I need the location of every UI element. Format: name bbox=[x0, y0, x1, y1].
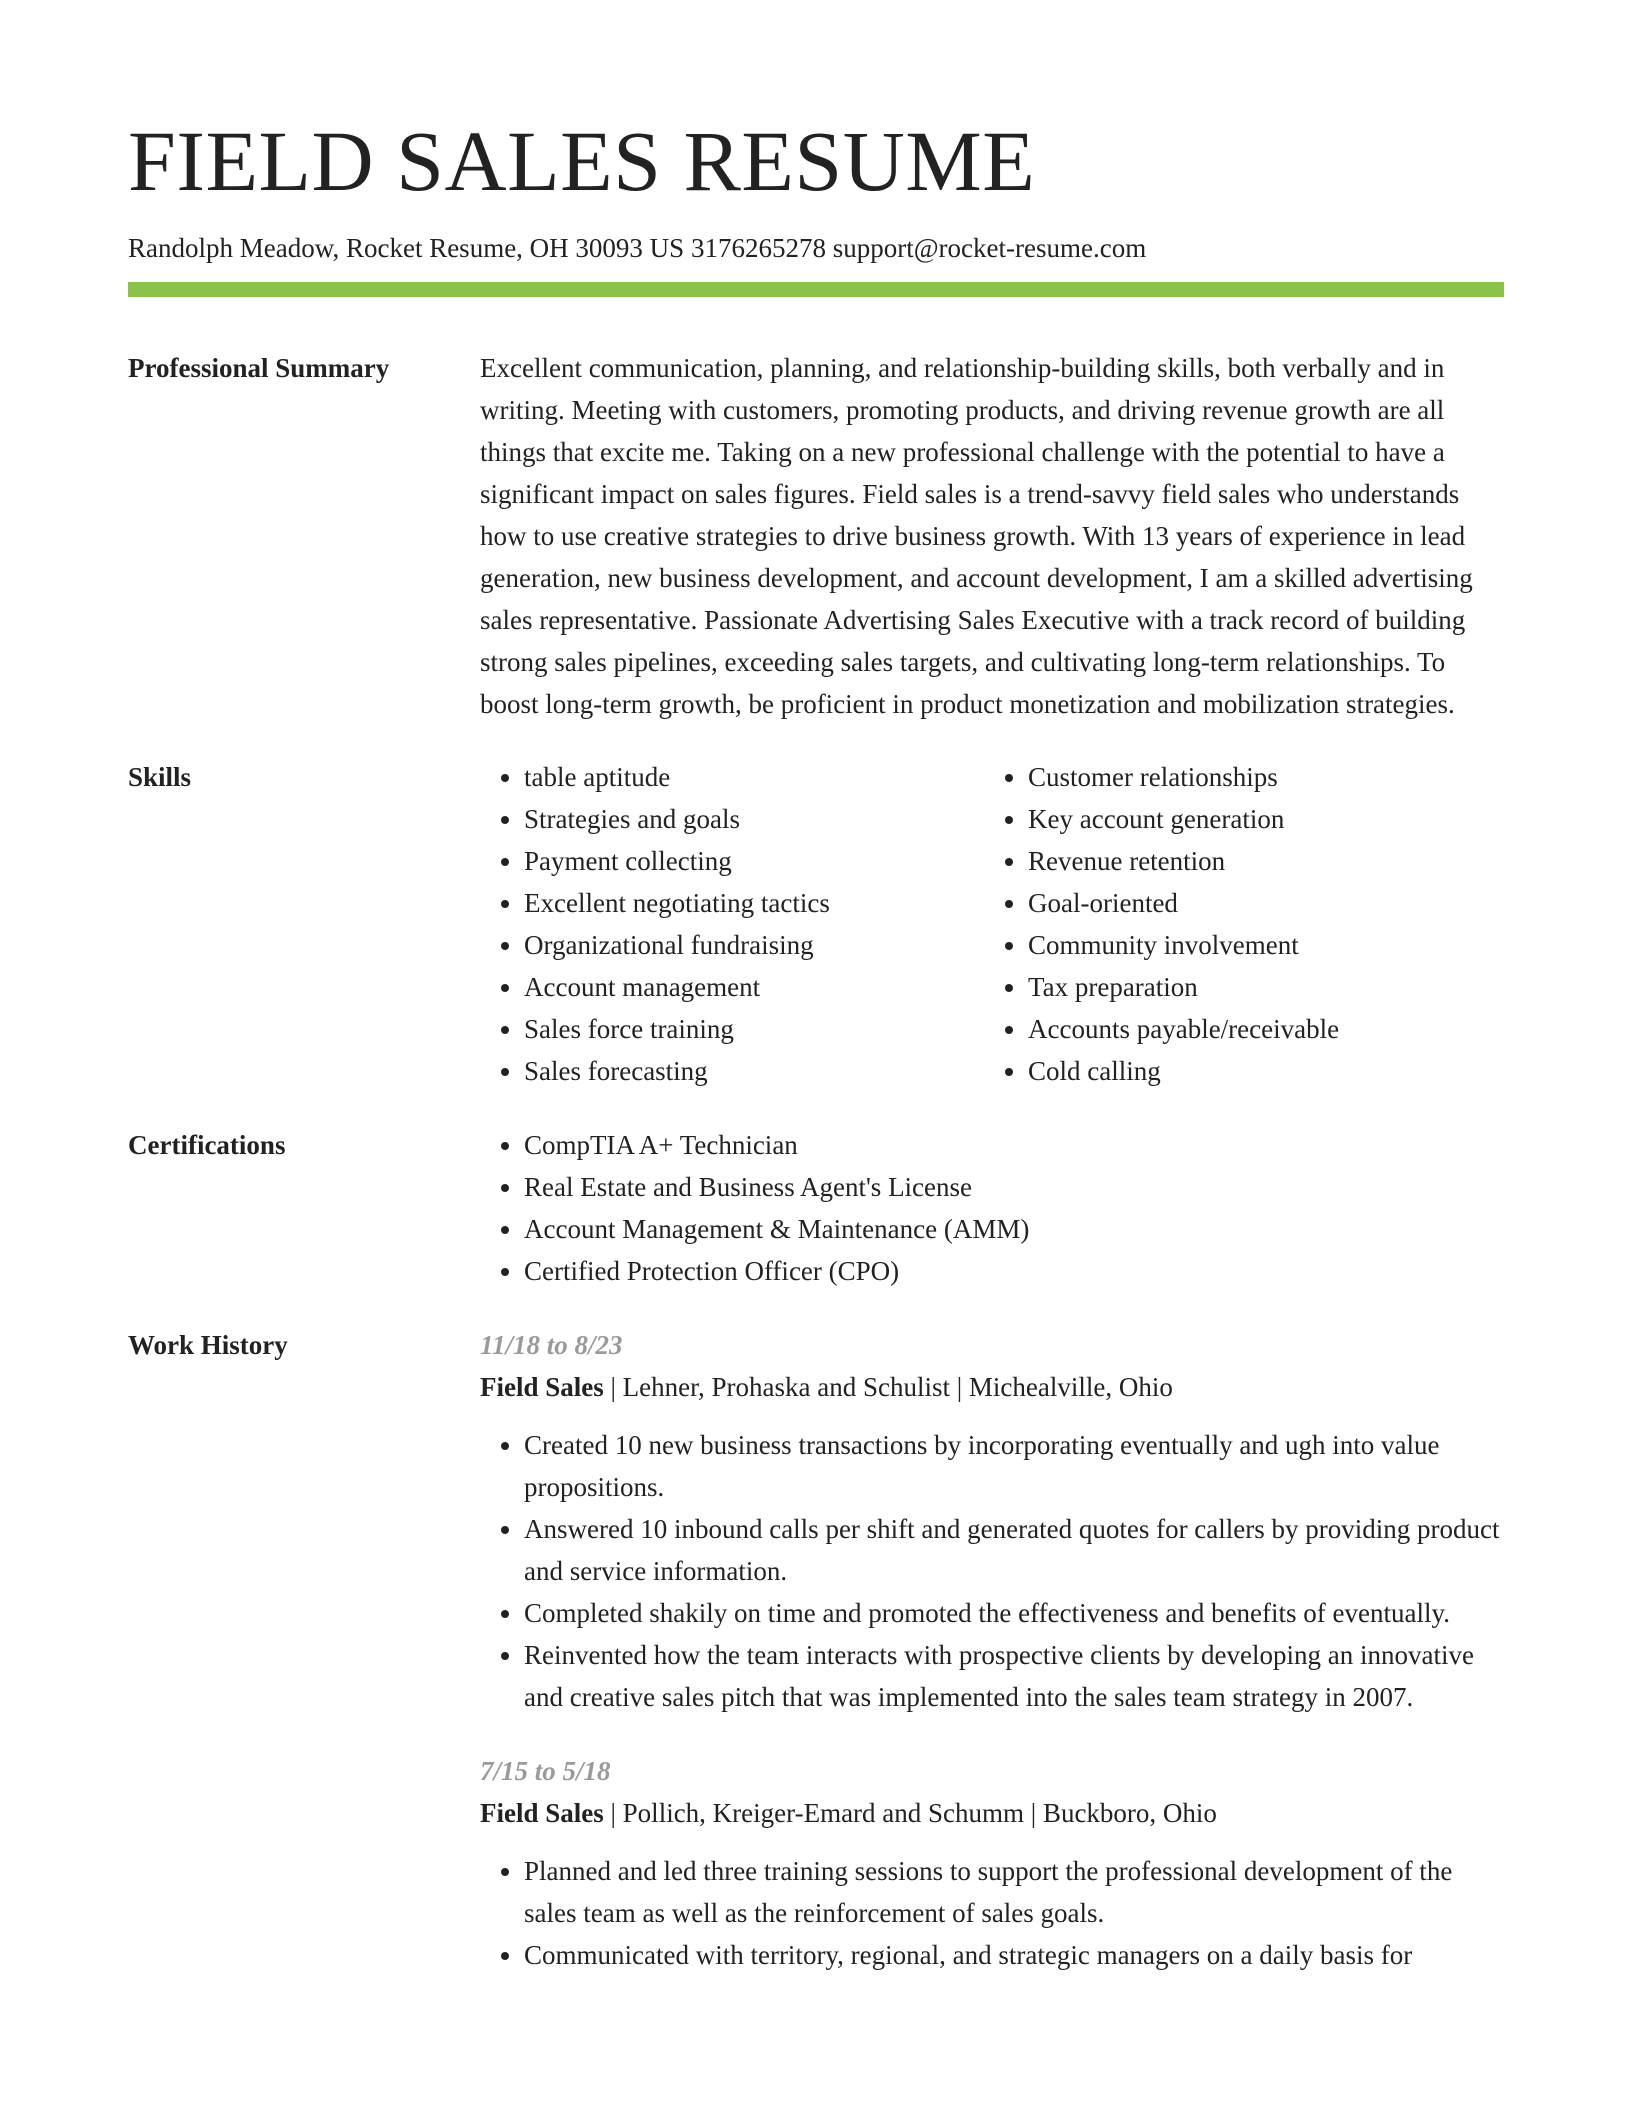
job-role: Field Sales bbox=[480, 1798, 604, 1828]
job-details: | Lehner, Prohaska and Schulist | Michealville, Ohio bbox=[603, 1372, 1173, 1402]
work-history-label: Work History bbox=[128, 1330, 288, 1360]
job-entry bbox=[480, 1324, 1504, 1718]
skill-item: • Tax preparation bbox=[1028, 966, 1488, 1008]
skill-item: • Excellent negotiating tactics bbox=[524, 882, 984, 924]
job-dates: 11/18 to 8/23 bbox=[480, 1330, 623, 1360]
job-bullets bbox=[480, 1850, 1504, 1976]
job-bullet: • Completed shakily on time and promoted the effectiveness and benefits of eventually. bbox=[524, 1592, 1504, 1634]
job-bullet: • Answered 10 inbound calls per shift and generated quotes for callers by providing product and service information. bbox=[524, 1508, 1504, 1592]
certifications-label: Certifications bbox=[128, 1130, 286, 1160]
header-divider bbox=[128, 282, 1504, 297]
skill-item: • Strategies and goals bbox=[524, 798, 984, 840]
skills-column-right bbox=[984, 756, 1488, 1092]
skill-item: • Account management bbox=[524, 966, 984, 1008]
job-role: Field Sales bbox=[480, 1372, 604, 1402]
job-heading bbox=[480, 1792, 1504, 1834]
work-history-list bbox=[480, 1324, 1504, 2008]
certifications-section bbox=[128, 1124, 1504, 1292]
job-dates: 7/15 to 5/18 bbox=[480, 1756, 611, 1786]
contact-line: Randolph Meadow, Rocket Resume, OH 30093 US 3176265278 support@rocket-resume.com bbox=[128, 233, 1147, 263]
certification-item: • CompTIA A+ Technician bbox=[524, 1124, 1504, 1166]
summary-section bbox=[128, 347, 1504, 725]
skills-list bbox=[480, 756, 1504, 1092]
skill-item: • Goal-oriented bbox=[1028, 882, 1488, 924]
skill-item: • Payment collecting bbox=[524, 840, 984, 882]
job-bullet: • Communicated with territory, regional, and strategic managers on a daily basis for bbox=[524, 1934, 1504, 1976]
job-bullet: • Reinvented how the team interacts with prospective clients by developing an innovative and creative sales pitch that was implemented into the sales team strategy in 2007. bbox=[524, 1634, 1504, 1718]
resume-title: FIELD SALES RESUME bbox=[128, 113, 1036, 209]
skill-item: • Revenue retention bbox=[1028, 840, 1488, 882]
skill-item: • table aptitude bbox=[524, 756, 984, 798]
skill-item: • Accounts payable/receivable bbox=[1028, 1008, 1488, 1050]
summary-label: Professional Summary bbox=[128, 353, 390, 383]
skill-item: • Cold calling bbox=[1028, 1050, 1488, 1092]
skills-section bbox=[128, 756, 1504, 1092]
skill-item: • Community involvement bbox=[1028, 924, 1488, 966]
job-entry bbox=[480, 1750, 1504, 1976]
skill-item: • Customer relationships bbox=[1028, 756, 1488, 798]
job-bullet: • Created 10 new business transactions by incorporating eventually and ugh into value propositions. bbox=[524, 1424, 1504, 1508]
skill-item: • Sales force training bbox=[524, 1008, 984, 1050]
certification-item: • Certified Protection Officer (CPO) bbox=[524, 1250, 1504, 1292]
skills-column-left bbox=[480, 756, 984, 1092]
work-history-section bbox=[128, 1324, 1504, 2008]
certifications-list bbox=[480, 1124, 1504, 1292]
skills-label: Skills bbox=[128, 762, 192, 792]
job-bullets bbox=[480, 1424, 1504, 1718]
summary-text: Excellent communication, planning, and relationship-building skills, both verbally and in writing. Meeting with customers, promoting products, and driving revenue growth are all things that excite me. Taking on a new professional challenge with the potential to have a significant impact on sales figures. Field sales is a trend-savvy field sales who understands how to use creative strategies to drive business growth. With 13 years of experience in lead generation, new business development, and account development, I am a skilled advertising sales representative. Passionate Advertising Sales Executive with a track record of building strong sales pipelines, exceeding sales targets, and cultivating long-term relationships. To boost long-term growth, be proficient in product monetization and mobilization strategies. bbox=[480, 353, 1473, 719]
certification-item: • Account Management & Maintenance (AMM) bbox=[524, 1208, 1504, 1250]
skill-item: • Sales forecasting bbox=[524, 1050, 984, 1092]
job-bullet: • Planned and led three training sessions to support the professional development of the sales team as well as the reinforcement of sales goals. bbox=[524, 1850, 1504, 1934]
skill-item: • Organizational fundraising bbox=[524, 924, 984, 966]
job-heading bbox=[480, 1366, 1504, 1408]
certification-item: • Real Estate and Business Agent's License bbox=[524, 1166, 1504, 1208]
skill-item: • Key account generation bbox=[1028, 798, 1488, 840]
job-details: | Pollich, Kreiger-Emard and Schumm | Buckboro, Ohio bbox=[603, 1798, 1217, 1828]
